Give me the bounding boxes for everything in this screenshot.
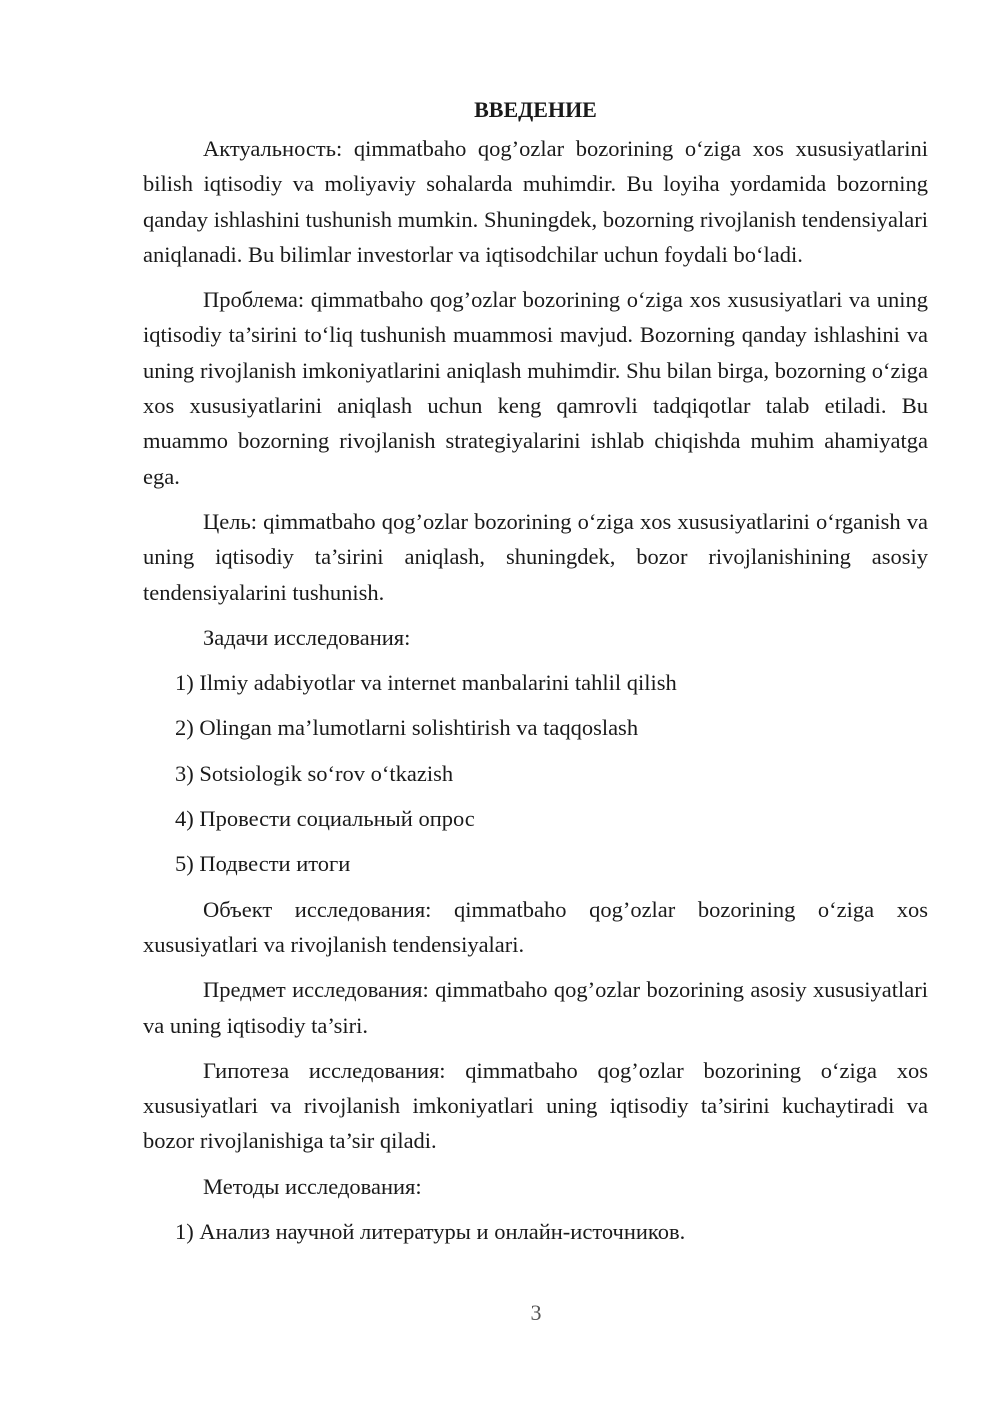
paragraph-problema: Проблема: qimmatbaho qog’ozlar bozorining o‘ziga xos xususiyatlari va uning iqtisodiy ta’sirini to‘liq tushunish muammosi mavjud. Bozorning qanday ishlashini va uning rivojlanish imkoniyatlarini aniqlash muhimdir. Shu bilan birga, bozorning o‘ziga xos xususiyatlarini aniqlash uchun keng qamrovli tadqiqotlar talab etiladi. Bu muammo bozorning rivojlanish strategiyalarini ishlab chiqishda muhim ahamiyatga ega. [143,287,928,489]
paragraph-obekt: Объект исследования: qimmatbaho qog’ozlar bozorining o‘ziga xos xususiyatlari va rivojlanish tendensiyalari. [143,896,928,957]
paragraph-tsel: Цель: qimmatbaho qog’ozlar bozorining o‘ziga xos xususiyatlarini o‘rganish va uning iqtisodiy ta’sirini aniqlash, shuningdek, bozor rivojlanishining asosiy tendensiyalarini tushunish. [143,508,928,605]
page-number: 3 [530,1300,542,1325]
task-item-4: 4) Провести социальный опрос [175,806,475,832]
section-heading: ВВЕДЕНИЕ [474,97,597,122]
page-content [143,92,928,1259]
method-item-1: 1) Анализ научной литературы и онлайн-источников. [175,1219,686,1245]
methods-title: Методы исследования: [203,1173,422,1199]
paragraph-predmet: Предмет исследования: qimmatbaho qog’ozlar bozorining asosiy xususiyatlari va uning iqtisodiy ta’siri. [143,977,928,1038]
task-item-3: 3) Sotsiologik so‘rov o‘tkazish [175,760,454,786]
task-item-1: 1) Ilmiy adabiyotlar va internet manbalarini tahlil qilish [175,670,677,696]
task-item-2: 2) Olingan ma’lumotlarni solishtirish va taqqoslash [175,715,639,741]
paragraph-gipoteza: Гипотеза исследования: qimmatbaho qog’ozlar bozorining o‘ziga xos xususiyatlari va rivojlanish imkoniyatlari uning iqtisodiy ta’sirini kuchaytiradi va bozor rivojlanishiga ta’sir qiladi. [143,1057,928,1154]
task-item-5: 5) Подвести итоги [175,851,351,877]
paragraph-aktualnost: Актуальность: qimmatbaho qog’ozlar bozorining o‘ziga xos xususiyatlarini bilish iqtisodiy va moliyaviy sohalarda muhimdir. Bu loyiha yordamida bozorning qanday ishlashini tushunish mumkin. Shuningdek, bozorning rivojlanish tendensiyalari aniqlanadi. Bu bilimlar investorlar va iqtisodchilar uchun foydali bo‘ladi. [143,136,928,267]
tasks-title: Задачи исследования: [203,624,411,650]
